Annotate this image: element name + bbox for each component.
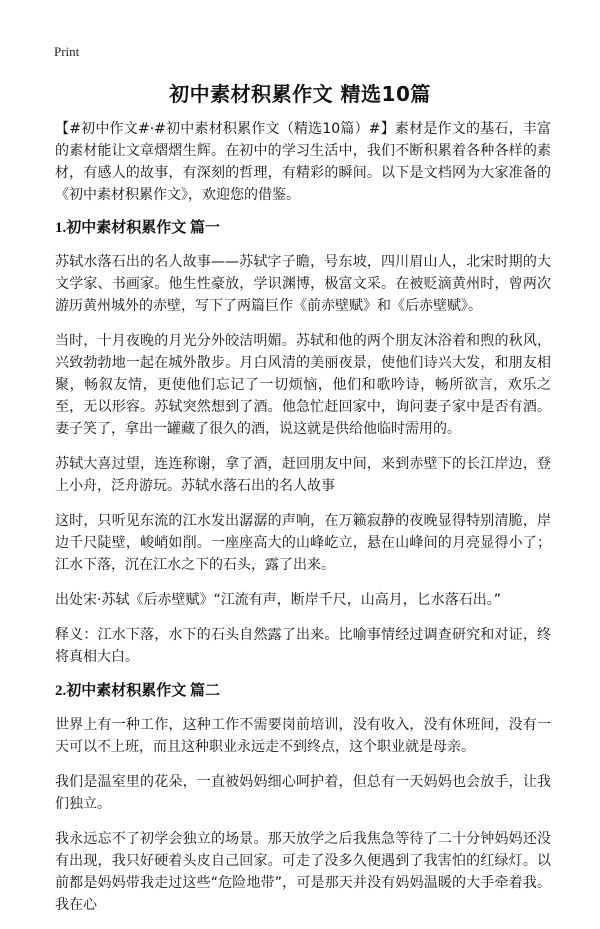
section-heading: 1.初中素材积累作文 篇一: [55, 220, 221, 236]
paragraph: 世界上有一种工作，这种工作不需要岗前培训，没有收入，没有休班间，没有一天可以不上班，而且这种职业永远走不到终点，这个职业就是母亲。: [55, 717, 551, 755]
paragraph: 出处宋·苏轼《后赤壁赋》“江流有声，断岸千尺，山高月，匕水落石出。”: [55, 592, 501, 608]
intro-paragraph: 【#初中作文#·#初中素材积累作文（精选10篇）#】素材是作文的基石，丰富的素材能让文章熠熠生辉。在初中的学习生活中，我们不断积累着各种各样的素材，有感人的故事，有深刻的哲理，有精彩的瞬间。以下是文档网为大家准备的《初中素材积累作文》，欢迎您的借鉴。: [55, 121, 551, 203]
paragraph: 释义：江水下落，水下的石头自然露了出来。比喻事情经过调查研究和对证，终将真相大白。: [55, 627, 551, 665]
section-heading: 2.初中素材积累作文 篇二: [55, 683, 221, 699]
page-title: 初中素材积累作文 精选10篇: [169, 82, 431, 106]
paragraph: 当时，十月夜晚的月光分外皎洁明媚。苏轼和他的两个朋友沐浴着和煦的秋风，兴致勃勃地一起在城外散步。月白风清的美丽夜景，使他们诗兴大发，和朋友相聚，畅叙友情，更使他们忘记了一切烦恼，他们和歌吟诗，畅所欲言，欢乐之至，无以形容。苏轼突然想到了酒。他急忙赶回家中，询问妻子家中是否有酒。妻子笑了，拿出一罐藏了很久的酒，说这就是供给他临时需用的。: [55, 333, 551, 437]
article-body: [55, 118, 551, 929]
paragraph: 我们是温室里的花朵，一直被妈妈细心呵护着，但总有一天妈妈也会放手，让我们独立。: [55, 774, 551, 812]
paragraph: 苏轼水落石出的名人故事——苏轼字子瞻，号东坡，四川眉山人，北宋时期的大文学家、书画家。他生性豪放，学识渊博，极富文采。在被贬滴黄州时，曾两次游历黄州城外的赤壁，写下了两篇巨作《前赤壁赋》和《后赤壁赋》。: [55, 254, 551, 314]
paragraph: 我永远忘不了初学会独立的场景。那天放学之后我焦急等待了二十分钟妈妈还没有出现，我只好硬着头皮自己回家。可走了没多久便遇到了我害怕的红绿灯。以前都是妈妈带我走过这些“危险地带”，可是那天并没有妈妈温暖的大手牵着我。我在心: [55, 831, 551, 913]
paragraph: 苏轼大喜过望，连连称谢，拿了酒，赶回朋友中间，来到赤壁下的长江岸边，登上小舟，泛舟游玩。苏轼水落石出的名人故事: [55, 456, 551, 494]
paragraph: 这时，只听见东流的江水发出潺潺的声响，在万籁寂静的夜晚显得特别清脆，岸边千尺陡壁，峻峭如削。一座座高大的山峰屹立，悬在山峰间的月亮显得小了；江水下落，沉在江水之下的石头，露了出来。: [55, 513, 551, 573]
print-link[interactable]: Print: [54, 44, 80, 59]
